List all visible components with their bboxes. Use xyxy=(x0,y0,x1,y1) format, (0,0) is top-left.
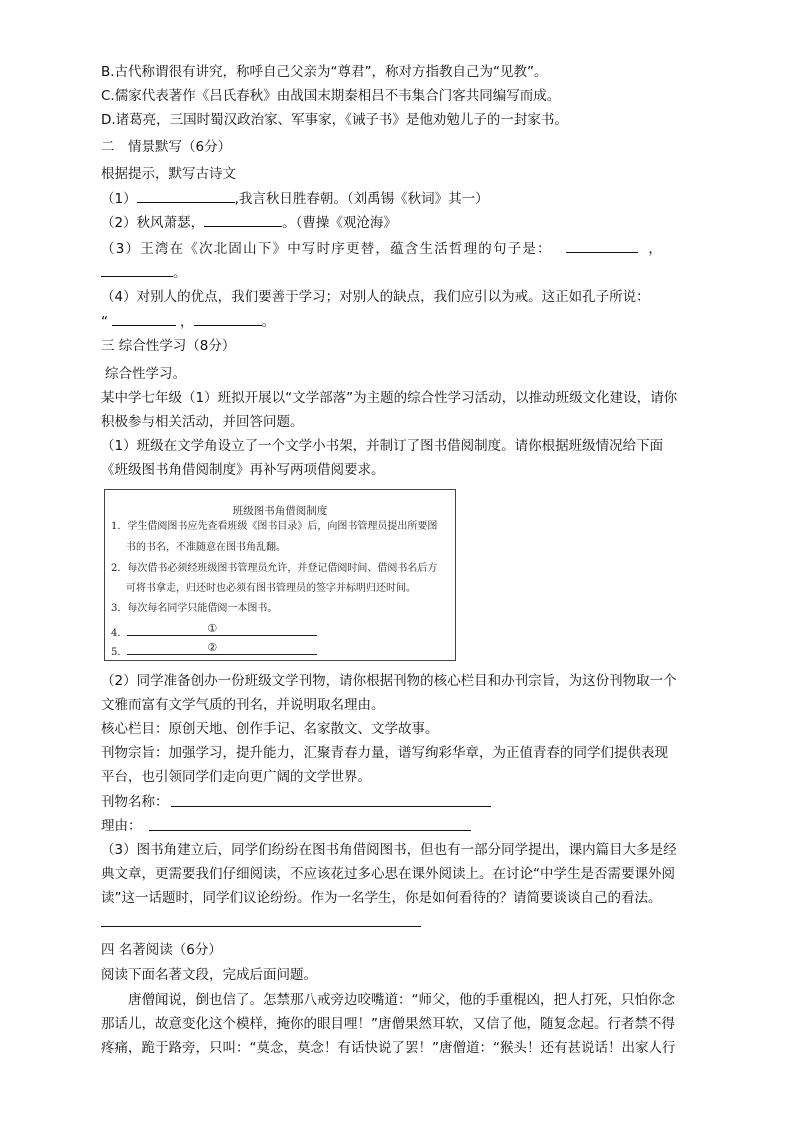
question-1-line-1: （1）班级在文学角设立了一个文学小书架，并制订了图书借阅制度。请你根据班级情况给下面 xyxy=(101,438,664,454)
circle-1-marker: ① xyxy=(207,622,218,635)
item-3 xyxy=(101,238,662,259)
rule-5-blank[interactable] xyxy=(127,642,317,655)
rule-2b: 可将书拿走，归还时也必须有图书管理员的签字并标明归还时间。 xyxy=(126,583,416,594)
rule-4-number: 4． xyxy=(111,628,128,639)
section-2-intro: 根据提示，默写古诗文 xyxy=(101,166,236,182)
journal-name-label: 刊物名称： xyxy=(101,794,169,810)
question-3-line-2: 典文章，更需要我们仔细阅读，不应该花过多心思在课外阅读上。在讨论“中学生是否需要课外阅 xyxy=(101,866,675,882)
section-2-title: 二 情景默写（6分） xyxy=(101,139,232,155)
item-4-open-quote: “ xyxy=(101,314,108,330)
section-3-intro-2: 积极参与相关活动，并回答问题。 xyxy=(101,414,304,430)
rule-3: 3．每次每名同学只能借阅一本图书。 xyxy=(111,603,278,614)
item-3-cont xyxy=(101,262,187,283)
question-3-line-3: 读”这一话题时，同学们议论纷纷。作为一名学生，你是如何看待的？请简要谈谈自己的看法。 xyxy=(101,890,662,906)
choice-d: D.诸葛亮，三国时蜀汉政治家、军事家，《诫子书》是他劝勉儿子的一封家书。 xyxy=(101,112,568,128)
answer-blank[interactable] xyxy=(194,311,262,326)
choice-c: C.儒家代表著作《吕氏春秋》由战国末期秦相吕不韦集合门客共同编写而成。 xyxy=(101,88,561,104)
rule-4-blank[interactable] xyxy=(127,623,317,636)
answer-blank[interactable] xyxy=(204,212,282,227)
question-3-line-1: （3）图书角建立后，同学们纷纷在图书角借阅图书，但也有一部分同学提出，课内篇目大多是经 xyxy=(101,842,677,858)
question-3-answer-line[interactable] xyxy=(101,926,421,927)
item-1-suffix: ,我言秋日胜春朝。（刘禹锡《秋词》其一） xyxy=(234,191,489,207)
item-1-prefix: （1） xyxy=(101,191,137,207)
item-3-text: （3）王湾在《次北固山下》中写时序更替，蕴含生活哲理的句子是： xyxy=(101,241,552,257)
section-3-intro-1: 某中学七年级（1）班拟开展以“文学部落”为主题的综合性学习活动，以推动班级文化建设，请你 xyxy=(101,390,678,406)
journal-aim-2: 平台，也引领同学们走向更广阔的文学世界。 xyxy=(101,769,371,785)
section-3-sub: 综合性学习。 xyxy=(105,366,186,382)
item-1 xyxy=(101,188,489,209)
library-rules-title: 班级图书角借阅制度 xyxy=(232,505,328,517)
choice-b: B.古代称谓很有讲究，称呼自己父亲为“尊君”，称对方指教自己为“见教”。 xyxy=(101,64,548,80)
item-4-cont xyxy=(101,311,275,332)
item-4: （4）对别人的优点，我们要善于学习；对别人的缺点，我们应引以为戒。这正如孔子所说： xyxy=(101,289,650,305)
answer-blank[interactable] xyxy=(101,262,173,277)
rule-1b: 书的书名，不准随意在图书角乱翻。 xyxy=(126,542,286,553)
answer-blank[interactable] xyxy=(112,311,176,326)
circle-2-marker: ② xyxy=(207,641,218,654)
question-1-line-2: 《班级图书角借阅制度》再补写两项借阅要求。 xyxy=(101,462,385,478)
rule-5 xyxy=(111,642,317,660)
item-2-prefix: （2）秋风萧瑟， xyxy=(101,215,205,231)
section-3-title: 三 综合性学习（8分） xyxy=(101,338,236,354)
item-2-suffix: 。（曹操《观沧海》 xyxy=(282,215,397,231)
rule-2a: 2．每次借书必须经班级图书管理员允许，并登记借阅时间、借阅书名后方 xyxy=(111,563,438,574)
reason-label: 理由： xyxy=(101,818,142,834)
item-4-end: 。 xyxy=(261,314,275,330)
passage-line-3: 疼痛，跪于路旁，只叫：“莫念，莫念！有话快说了罢！”唐僧道：“猴头！还有甚说话！出家人行 xyxy=(101,1040,676,1056)
section-4-intro: 阅读下面名著文段，完成后面问题。 xyxy=(101,967,317,983)
rule-4 xyxy=(111,623,317,641)
answer-blank[interactable] xyxy=(137,188,235,203)
item-2 xyxy=(101,212,397,233)
reason-blank[interactable] xyxy=(149,830,471,831)
core-columns: 核心栏目：原创天地、创作手记、名家散文、文学故事。 xyxy=(101,721,439,737)
question-2-line-2: 文雅而富有文学气质的刊名，并说明取名理由。 xyxy=(101,697,385,713)
passage-line-1: 唐僧闻说，倒也信了。怎禁那八戒旁边咬嘴道：“师父，他的手重棍凶，把人打死，只怕你念 xyxy=(128,992,675,1008)
journal-name-blank[interactable] xyxy=(171,806,491,807)
item-4-comma: ， xyxy=(180,314,194,330)
question-2-line-1: （2）同学准备创办一份班级文学刊物，请你根据刊物的核心栏目和办刊宗旨，为这份刊物取一个 xyxy=(101,673,677,689)
passage-line-2: 那话儿，故意变化这个模样，掩你的眼目哩！”唐僧果然耳软，又信了他，随复念起。行者禁不得 xyxy=(101,1016,675,1032)
journal-aim-1: 刊物宗旨：加强学习，提升能力，汇聚青春力量，谱写绚彩华章，为正值青春的同学们提供表现 xyxy=(101,745,668,761)
rule-5-number: 5． xyxy=(111,647,128,658)
library-rules-box xyxy=(104,489,456,661)
rule-1a: 1．学生借阅图书应先查看班级《图书目录》后，向图书管理员提出所要图 xyxy=(111,521,438,532)
item-3-end: 。 xyxy=(173,265,187,281)
item-3-comma: ， xyxy=(648,241,662,257)
section-4-title: 四 名著阅读（6分） xyxy=(101,942,222,958)
answer-blank[interactable] xyxy=(566,238,638,253)
